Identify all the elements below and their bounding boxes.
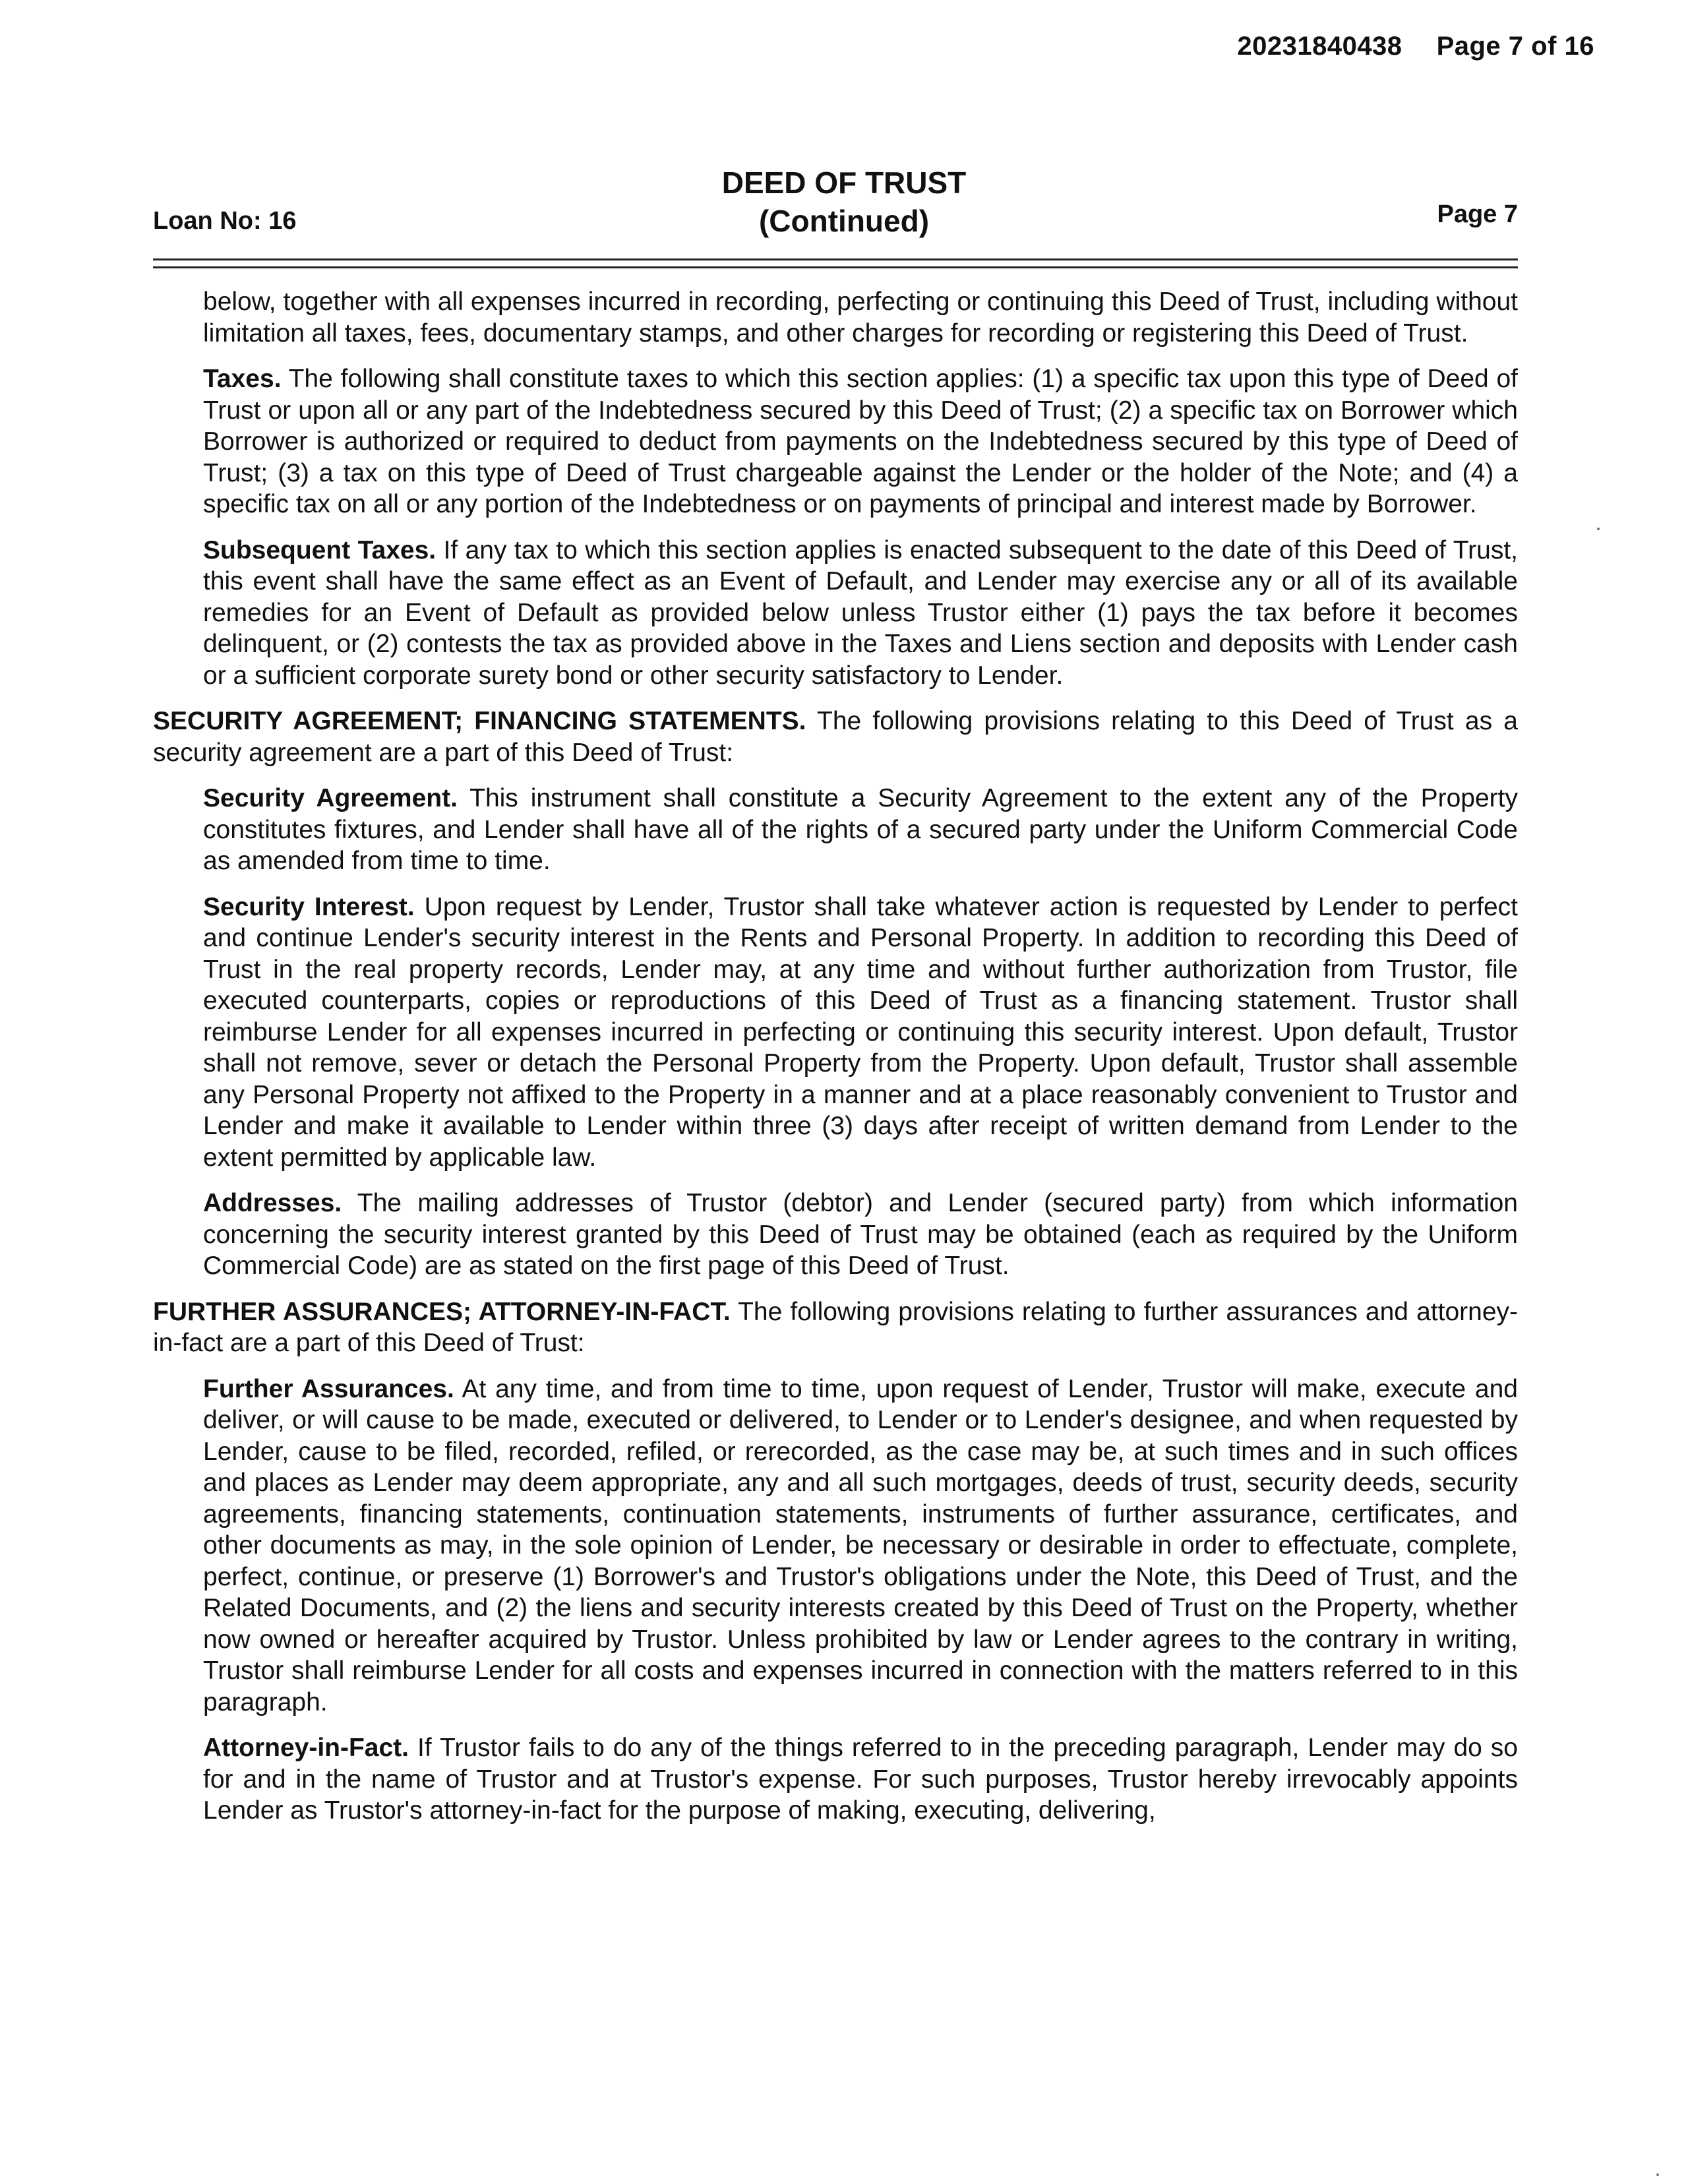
further-assurances-paragraph: [203, 1374, 1518, 1718]
section-text: The following provisions relating to this Deed of Trust as a security agreement are a part of this Deed of Trust:: [153, 707, 1518, 767]
paragraph-text: If Trustor fails to do any of the things referred to in the preceding paragraph, Lender may do so for and in the name of Trustor and at Trustor's expense. For such purposes, Trustor hereby irrevocably appoints Lender as Trustor's attorney-in-fact for the purpose of making, executing, delivering,: [203, 1734, 1518, 1825]
paragraph-heading: Further Assurances.: [203, 1374, 454, 1403]
paragraph-heading: Security Agreement.: [203, 784, 458, 812]
security-interest-paragraph: [203, 892, 1518, 1174]
header-divider-bottom: [153, 266, 1518, 268]
document-number: 20231840438: [1237, 32, 1402, 61]
attorney-in-fact-paragraph: [203, 1732, 1518, 1827]
section-text: The following provisions relating to further assurances and attorney-in-fact are a part of this Deed of Trust:: [153, 1297, 1518, 1357]
section-heading: FURTHER ASSURANCES; ATTORNEY-IN-FACT.: [153, 1297, 731, 1326]
paragraph-heading: Addresses.: [203, 1189, 342, 1217]
page-number: Page 7: [1437, 200, 1518, 228]
document-title: DEED OF TRUST: [721, 166, 967, 200]
continuation-paragraph: [203, 286, 1518, 349]
loan-number: Loan No: 16: [153, 207, 297, 235]
paragraph-text: The following shall constitute taxes to which this section applies: (1) a specific tax upon this type of Deed of Trust or upon all or any part of the Indebtedness secured by this Deed of Trust; (2) a specific tax on Borrower which Borrower is authorized or required to deduct from payments on the Indebtedness secured by this type of Deed of Trust; (3) a tax on this type of Deed of Trust chargeable against the Lender or the holder of the Note; and (4) a specific tax on all or any portion of the Indebtedness or on payments of principal and interest made by Borrower.: [203, 365, 1518, 518]
taxes-paragraph: [203, 363, 1518, 520]
document-subtitle: (Continued): [758, 204, 930, 238]
addresses-paragraph: [203, 1188, 1518, 1282]
paragraph-text: At any time, and from time to time, upon request of Lender, Trustor will make, execute and deliver, or will cause to be made, executed or delivered, to Lender or to Lender's designee, and when requested by Lender, cause to be filed, recorded, refiled, or rerecorded, as the case may be, at such times and in such offices and places as Lender may deem appropriate, any and all such mortgages, deeds of trust, security deeds, security agreements, financing statements, continuation statements, instruments of further assurance, certificates, and other documents as may, in the sole opinion of Lender, be necessary or desirable in order to effectuate, complete, perfect, continue, or preserve (1) Borrower's and Trustor's obligations under the Note, this Deed of Trust, and the Related Documents, and (2) the liens and security interests created by this Deed of Trust on the Property, whether now owned or hereafter acquired by Trustor. Unless prohibited by law or Lender agrees to the contrary in writing, Trustor shall reimburse Lender for all costs and expenses incurred in connection with the matters referred to in this paragraph.: [203, 1374, 1518, 1716]
header-divider-top: [153, 258, 1518, 260]
security-agreement-paragraph: [203, 783, 1518, 877]
paragraph-text: Upon request by Lender, Trustor shall take whatever action is requested by Lender to perfect and continue Lender's security interest in the Rents and Personal Property. In addition to recording this Deed of Trust in the real property records, Lender may, at any time and without further authorization from Trustor, file executed counterparts, copies or reproductions of this Deed of Trust as a financing statement. Trustor shall reimburse Lender for all expenses incurred in perfecting or continuing this security interest. Upon default, Trustor shall not remove, sever or detach the Personal Property from the Property. Upon default, Trustor shall assemble any Personal Property not affixed to the Property in a manner and at a place reasonably convenient to Trustor and Lender and make it available to Lender within three (3) days after receipt of written demand from Lender to the extent permitted by applicable law.: [203, 892, 1518, 1172]
paragraph-text: This instrument shall constitute a Security Agreement to the extent any of the Property constitutes fixtures, and Lender shall have all of the rights of a secured party under the Uniform Commercial Code as amended from time to time.: [203, 784, 1518, 875]
scan-speck: [1597, 528, 1600, 530]
paragraph-text: If any tax to which this section applies is enacted subsequent to the date of this Deed of Trust, this event shall have the same effect as an Event of Default, and Lender may exercise any or all of its available remedies for an Event of Default as provided below unless Trustor either (1) pays the tax before it becomes delinquent, or (2) contests the tax as provided above in the Taxes and Liens section and deposits with Lender cash or a sufficient corporate surety bond or other security satisfactory to Lender.: [203, 535, 1519, 690]
section-heading: SECURITY AGREEMENT; FINANCING STATEMENTS.: [153, 707, 806, 735]
paragraph-heading: Attorney-in-Fact.: [203, 1734, 409, 1762]
recording-header: [1237, 32, 1594, 61]
security-agreement-section: [153, 706, 1518, 768]
further-assurances-section: [153, 1296, 1518, 1359]
paragraph-text: below, together with all expenses incurred in recording, perfecting or continuing this Deed of Trust, including without limitation all taxes, fees, documentary stamps, and other charges for recording or registering this Deed of Trust.: [203, 288, 1518, 348]
paragraph-text: The mailing addresses of Trustor (debtor) and Lender (secured party) from which information concerning the security interest granted by this Deed of Trust may be obtained (each as required by the Uniform Commercial Code) are as stated on the first page of this Deed of Trust.: [203, 1189, 1518, 1280]
paragraph-heading: Taxes.: [203, 365, 282, 393]
document-body: [153, 286, 1518, 1841]
page-of-total: Page 7 of 16: [1436, 32, 1594, 61]
subsequent-taxes-paragraph: [203, 535, 1518, 692]
scan-speck: [1656, 2173, 1659, 2176]
paragraph-heading: Security Interest.: [203, 892, 415, 921]
paragraph-heading: Subsequent Taxes.: [203, 535, 437, 564]
